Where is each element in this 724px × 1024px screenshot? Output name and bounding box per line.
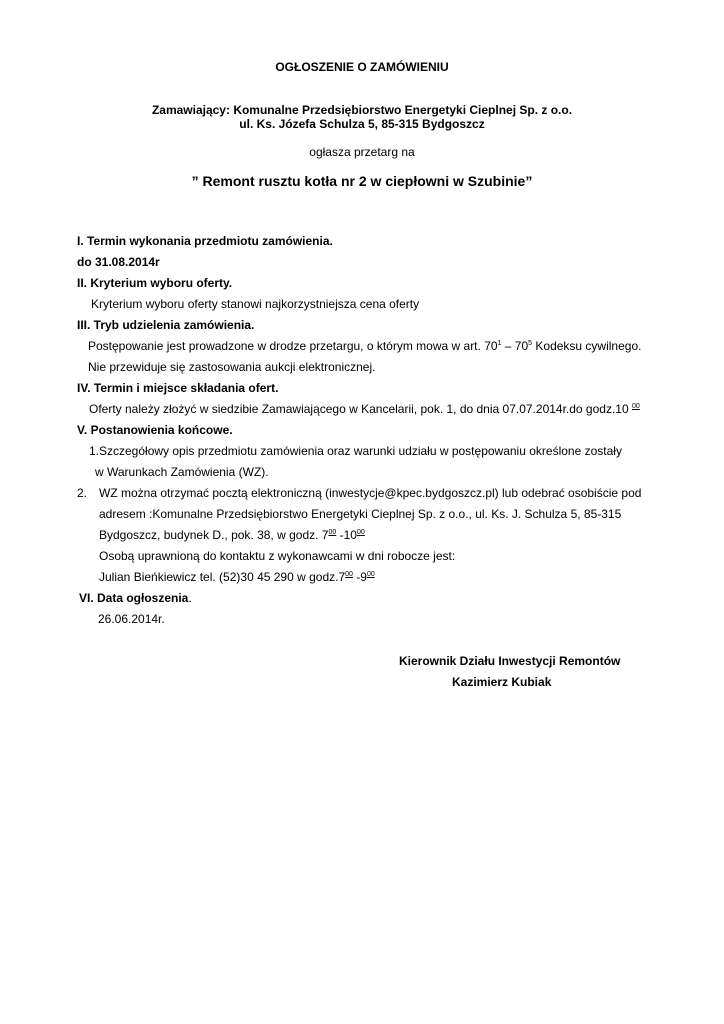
orderer-line-1: Zamawiający: Komunalne Przedsiębiorstwo Energetyki Cieplnej Sp. z o.o. xyxy=(151,103,573,117)
section-2-heading: II. Kryterium wyboru oferty. xyxy=(77,276,233,290)
section-2-text: Kryterium wyboru oferty stanowi najkorzystniejsza cena oferty xyxy=(91,297,420,311)
section-5-item-2-line-2: adresem :Komunalne Przedsiębiorstwo Energetyki Cieplnej Sp. z o.o., ul. Ks. J. Schulza 5, 85-315 xyxy=(99,507,622,521)
section-5-item-2-number: 2. xyxy=(77,486,88,500)
section-5-heading: V. Postanowienia końcowe. xyxy=(77,423,233,437)
section-6-value: 26.06.2014r. xyxy=(98,612,165,626)
orderer-line-2: ul. Ks. Józefa Schulza 5, 85-315 Bydgoszcz xyxy=(239,117,485,131)
section-5-item-1-line-2: w Warunkach Zamówienia (WZ). xyxy=(95,465,269,479)
signature-position: Kierownik Działu Inwestycji Remontów xyxy=(399,654,621,668)
document-title: OGŁOSZENIE O ZAMÓWIENIU xyxy=(275,60,449,74)
section-3-heading: III. Tryb udzielenia zamówienia. xyxy=(77,318,255,332)
section-4-text: Oferty należy złożyć w siedzibie Zamawiającego w Kancelarii, pok. 1, do dnia 07.07.2014r.do godz.10 $^{00}$ xyxy=(89,402,640,416)
announces-text: ogłasza przetarg na xyxy=(309,145,415,159)
section-4-heading: IV. Termin i miejsce składania ofert. xyxy=(77,381,279,395)
section-1-value: do 31.08.2014r xyxy=(77,255,160,269)
section-5-item-1-line-1: 1.Szczegółowy opis przedmiotu zamówienia oraz warunki udziału w postępowaniu określone zostały xyxy=(89,444,622,458)
section-5-item-2-line-3: Bydgoszcz, budynek D., pok. 38, w godz. $7^{00}$ $-10^{00}$ xyxy=(99,528,365,542)
section-3-text-1: Postępowanie jest prowadzone w drodze przetargu, o którym mowa w art. $70^1 - 70^5$ Kodeksu cywilnego. xyxy=(88,339,642,353)
section-6-heading: VI. Data ogłoszenia. xyxy=(79,591,192,605)
section-5-item-2-line-1: WZ można otrzymać pocztą elektroniczną (inwestycje@kpec.bydgoszcz.pl) lub odebrać osobiście pod xyxy=(99,486,642,500)
section-5-item-2-line-4: Osobą uprawnioną do kontaktu z wykonawcami w dni robocze jest: xyxy=(99,549,456,563)
tender-title: ” Remont rusztu kotła nr 2 w ciepłowni w Szubinie” xyxy=(191,173,533,189)
section-3-text-2: Nie przewiduje się zastosowania aukcji elektronicznej. xyxy=(88,360,376,374)
section-1-heading: I. Termin wykonania przedmiotu zamówienia. xyxy=(77,234,333,248)
section-5-item-2-line-5: Julian Bieńkiewicz tel. (52)30 45 290 w $godz.7^{00}$ $-9^{00}$ xyxy=(99,570,375,584)
signature-name: Kazimierz Kubiak xyxy=(452,675,552,689)
